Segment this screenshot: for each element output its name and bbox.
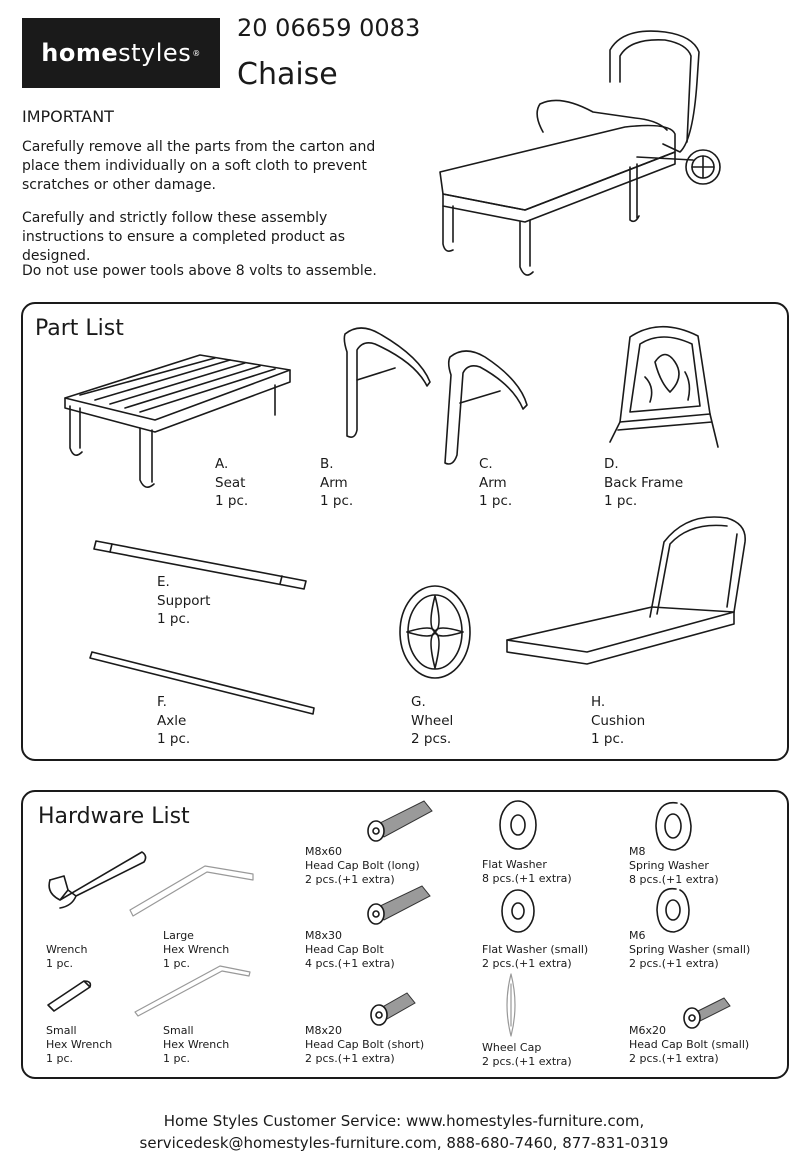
part-list-title: Part List: [35, 316, 124, 341]
part-h-name: Cushion: [591, 712, 646, 729]
small-hex-key-icon: [42, 975, 97, 1015]
hw-spring-washer-small-label: [629, 929, 750, 971]
hw-large-hex-wrench-qty: 1 pc.: [163, 957, 191, 970]
wheel-icon: [395, 582, 475, 682]
part-f-name: Axle: [157, 712, 187, 729]
model-number: 20 06659 0083: [237, 14, 421, 42]
hw-small-hex-key-label: [46, 1024, 112, 1066]
hw-small-hex-wrench-qty: 1 pc.: [163, 1052, 191, 1065]
logo-registered-mark: ®: [192, 48, 201, 58]
part-e-label: [157, 573, 210, 629]
hw-large-hex-wrench-line1: Large: [163, 929, 194, 942]
product-title: Chaise: [237, 57, 338, 92]
hw-bolt-short-label: [305, 1024, 424, 1066]
chaise-lounge-illustration: [425, 22, 725, 284]
hw-spring-washer-size: M8: [629, 845, 646, 858]
part-h-qty: 1 pc.: [591, 731, 625, 747]
arm-c-icon: [435, 345, 535, 470]
logo-regular-text: styles: [118, 39, 192, 67]
part-g-label: [411, 693, 453, 749]
hw-spring-washer-qty: 8 pcs.(+1 extra): [629, 873, 719, 886]
hw-bolt-short-qty: 2 pcs.(+1 extra): [305, 1052, 395, 1065]
flat-washer-small-icon: [498, 886, 538, 936]
hw-small-hex-key-line2: Hex Wrench: [46, 1038, 113, 1051]
part-h-letter: H.: [591, 694, 606, 710]
part-g-letter: G.: [411, 694, 426, 710]
hw-flat-washer-qty: 8 pcs.(+1 extra): [482, 872, 572, 885]
hw-bolt-medium-label: [305, 929, 395, 971]
footer-line-2: servicedesk@homestyles-furniture.com, 888-680-7460, 877-831-0319: [139, 1134, 669, 1152]
intro-paragraph-1: Carefully remove all the parts from the carton and place them individually on a soft cloth to prevent scratches or other damage.: [22, 139, 376, 193]
part-f-label: [157, 693, 190, 749]
hw-small-hex-wrench-line1: Small: [163, 1024, 194, 1037]
hw-flat-washer-name: Flat Washer: [482, 858, 547, 871]
intro-paragraph-2: Carefully and strictly follow these assembly instructions to ensure a completed product as designed.: [22, 210, 346, 264]
seat-frame-icon: [60, 340, 295, 495]
part-d-label: [604, 455, 683, 511]
back-frame-icon: [600, 322, 725, 462]
part-b-label: [320, 455, 353, 511]
part-h-label: [591, 693, 645, 749]
hw-bolt-short-name: Head Cap Bolt (short): [305, 1038, 425, 1051]
hw-small-hex-wrench-label: [163, 1024, 229, 1066]
part-a-label: [215, 455, 248, 511]
part-b-letter: B.: [320, 456, 334, 472]
part-g-qty: 2 pcs.: [411, 731, 452, 747]
part-c-qty: 1 pc.: [479, 493, 513, 509]
small-hex-wrench-icon: [130, 962, 255, 1022]
hw-spring-washer-small-qty: 2 pcs.(+1 extra): [629, 957, 719, 970]
part-d-qty: 1 pc.: [604, 493, 638, 509]
arm-b-icon: [335, 322, 435, 442]
hw-spring-washer-small-name: Spring Washer (small): [629, 943, 751, 956]
hw-bolt-medium-qty: 4 pcs.(+1 extra): [305, 957, 395, 970]
part-c-letter: C.: [479, 456, 493, 472]
part-f-letter: F.: [157, 694, 167, 710]
hw-large-hex-wrench-label: [163, 929, 229, 971]
customer-service-footer: [0, 1110, 808, 1154]
hw-bolt-long-label: [305, 845, 420, 887]
part-f-qty: 1 pc.: [157, 731, 191, 747]
part-g-name: Wheel: [411, 712, 454, 729]
cushion-icon: [502, 512, 752, 672]
part-b-name: Arm: [320, 474, 348, 491]
hw-spring-washer-label: [629, 845, 719, 887]
part-d-letter: D.: [604, 456, 619, 472]
part-a-letter: A.: [215, 456, 229, 472]
large-hex-wrench-icon: [125, 860, 260, 920]
hw-bolt-medium-name: Head Cap Bolt: [305, 943, 384, 956]
hw-bolt-medium-size: M8x30: [305, 929, 342, 942]
hw-bolt-small-qty: 2 pcs.(+1 extra): [629, 1052, 719, 1065]
hw-small-hex-wrench-line2: Hex Wrench: [163, 1038, 230, 1051]
hw-spring-washer-name: Spring Washer: [629, 859, 709, 872]
part-b-qty: 1 pc.: [320, 493, 354, 509]
part-e-letter: E.: [157, 574, 170, 590]
hw-small-hex-key-line1: Small: [46, 1024, 77, 1037]
part-e-qty: 1 pc.: [157, 611, 191, 627]
hw-wheel-cap-label: [482, 1041, 572, 1069]
hw-wheel-cap-name: Wheel Cap: [482, 1041, 542, 1054]
hw-wrench-name: Wrench: [46, 943, 88, 956]
part-d-name: Back Frame: [604, 474, 684, 491]
hardware-list-title: Hardware List: [38, 804, 190, 829]
hw-wrench-label: [46, 943, 87, 971]
hw-flat-washer-small-qty: 2 pcs.(+1 extra): [482, 957, 572, 970]
part-e-name: Support: [157, 592, 211, 609]
footer-line-1: Home Styles Customer Service: www.homestyles-furniture.com,: [163, 1112, 645, 1130]
part-a-qty: 1 pc.: [215, 493, 249, 509]
bolt-long-icon: [362, 795, 437, 845]
brand-logo: [22, 18, 220, 88]
logo-bold-text: home: [41, 39, 119, 67]
wheel-cap-icon: [499, 970, 523, 1040]
hw-bolt-long-size: M8x60: [305, 845, 342, 858]
hw-bolt-small-size: M6x20: [629, 1024, 666, 1037]
hw-flat-washer-small-label: [482, 943, 588, 971]
axle-rod-icon: [88, 648, 318, 718]
hw-flat-washer-small-name: Flat Washer (small): [482, 943, 589, 956]
important-heading: IMPORTANT: [22, 107, 114, 126]
hw-bolt-small-label: [629, 1024, 749, 1066]
hw-small-hex-key-qty: 1 pc.: [46, 1052, 74, 1065]
part-a-name: Seat: [215, 474, 246, 491]
hw-wrench-qty: 1 pc.: [46, 957, 74, 970]
hw-large-hex-wrench-line2: Hex Wrench: [163, 943, 230, 956]
intro-paragraph-3: Do not use power tools above 8 volts to assemble.: [22, 263, 377, 279]
hw-bolt-small-name: Head Cap Bolt (small): [629, 1038, 750, 1051]
part-c-label: [479, 455, 512, 511]
hw-bolt-short-size: M8x20: [305, 1024, 342, 1037]
hw-wheel-cap-qty: 2 pcs.(+1 extra): [482, 1055, 572, 1068]
hw-spring-washer-small-size: M6: [629, 929, 646, 942]
hw-flat-washer-label: [482, 858, 572, 886]
hw-bolt-long-name: Head Cap Bolt (long): [305, 859, 420, 872]
part-c-name: Arm: [479, 474, 507, 491]
flat-washer-icon: [496, 798, 540, 852]
hw-bolt-long-qty: 2 pcs.(+1 extra): [305, 873, 395, 886]
